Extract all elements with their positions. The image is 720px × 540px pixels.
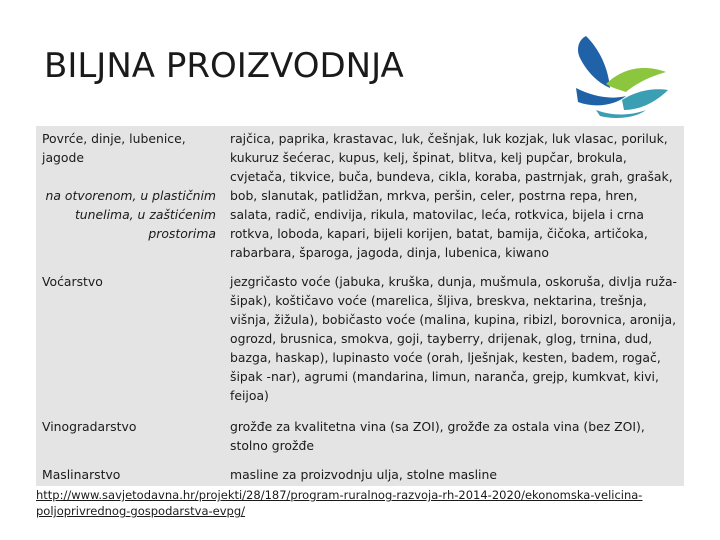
logo-green-hill [606, 68, 666, 92]
row-value: rajčica, paprika, krastavac, luk, češnjak, luk kozjak, luk vlasac, poriluk, kukuruz šećerac, kupus, kelj, špinat, blitva, kelj pupčar, brokula, cvjetača, tikvice, buča, bundeva, cikla, koraba, pastrnjak, grah, grašak, bob, slanutak, patlidžan, mrkva, peršin, celer, postrna repa, hren, salata, radič, endivija, rikula, matovilac, leća, rotkvica, bijela i crna rotkva, loboda, kapari, bijeli korijen, batat, bamija, čičoka, artičoka, rabarbara, šparoga, jagoda, dinja, lubenica, kiwano [230, 131, 673, 260]
table-row [36, 266, 684, 409]
table-row [36, 459, 684, 486]
row-label: Voćarstvo [42, 274, 103, 289]
crop-production-table [36, 126, 684, 486]
table-row [36, 126, 684, 266]
logo-blue-wave [576, 88, 626, 105]
row-label: Vinogradarstvo [42, 419, 137, 434]
regional-development-logo-icon [566, 30, 674, 120]
table-row [36, 409, 684, 459]
row-sublabel: na otvorenom, u plastičnim tunelima, u zaštićenim prostorima [45, 188, 216, 241]
row-label: Maslinarstvo [42, 467, 121, 482]
page-title: BILJNA PROIZVODNJA [44, 46, 404, 86]
row-label: Povrće, dinje, lubenice, jagode [42, 131, 186, 165]
source-link[interactable]: http://www.savjetodavna.hr/projekti/28/187/program-ruralnog-razvoja-rh-2014-2020/ekonomska-velicina-poljoprivrednog-gospodarstva-evpg/ [36, 488, 643, 518]
row-value: masline za proizvodnju ulja, stolne masline [230, 467, 497, 482]
row-label-cell [36, 126, 220, 266]
logo-teal-wave-2 [596, 110, 646, 118]
logo-blue-shape [578, 36, 610, 88]
row-value: grožđe za kvalitetna vina (sa ZOI), grožđe za ostala vina (bez ZOI), stolno grožđe [230, 419, 645, 453]
row-value: jezgričasto voće (jabuka, kruška, dunja, mušmula, oskoruša, divlja ruža-šipak), koštičavo voće (marelica, šljiva, breskva, nektarina, trešnja, višnja, žižula), bobičasto voće (malina, kupina, ribizl, borovnica, aronija, ogrozd, brusnica, smokva, goji, tayberry, drijenak, glog, trnina, dud, bazga, haskap), lupinasto voće (orah, lješnjak, kesten, badem, rogač, šipak -nar), agrumi (mandarina, limun, naranča, grejp, kumkvat, kivi, feijoa) [230, 274, 678, 403]
logo-teal-wave [622, 89, 668, 110]
